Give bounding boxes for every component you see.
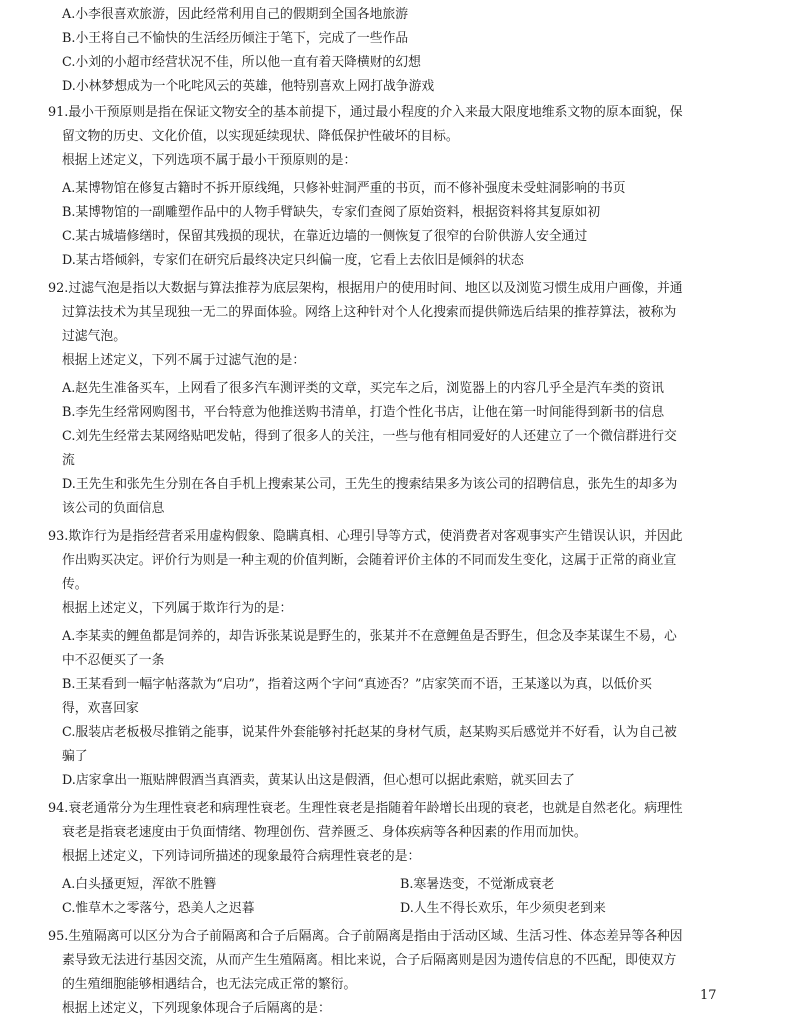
q92-option-c-line-2: 流 — [62, 453, 75, 468]
q92-option-a: A.赵先生准备买车，上网看了很多汽车测评类的文章，买完车之后，浏览器上的内容几乎全是汽车类的资讯 — [62, 381, 664, 396]
q92-option-b: B.李先生经常网购图书，平台特意为他推送购书清单，打造个性化书店，让他在第一时间能得到新书的信息 — [62, 405, 665, 420]
q91-option-d: D.某古塔倾斜，专家们在研究后最终决定只纠偏一度，它看上去依旧是倾斜的状态 — [62, 253, 524, 268]
q92-stem-line-2: 过算法技术为其呈现独一无二的界面体验。网络上这种针对个人化搜索而提供筛选后结果的推荐算法，被称为 — [62, 305, 677, 320]
q92-stem-line-1: 92.过滤气泡是指以大数据与算法推荐为底层架构，根据用户的使用时间、地区以及浏览习惯生成用户画像，并通 — [48, 281, 683, 296]
q91-option-b: B.某博物馆的一副雕塑作品中的人物手臂缺失，专家们查阅了原始资料，根据资料将其复原如初 — [62, 205, 601, 220]
q91-prompt: 根据上述定义，下列选项不属于最小干预原则的是： — [62, 153, 357, 168]
q93-prompt: 根据上述定义，下列属于欺诈行为的是： — [62, 601, 293, 616]
q93-option-a-line-1: A.李某卖的鲤鱼都是饲养的，却告诉张某说是野生的，张某并不在意鲤鱼是否野生，但念及李某谋生不易，心 — [62, 629, 677, 644]
q90-option-c: C.小刘的小超市经营状况不佳，所以他一直有着天降横财的幻想 — [62, 55, 421, 70]
q93-stem-line-1: 93.欺诈行为是指经营者采用虚构假象、隐瞒真相、心理引导等方式，使消费者对客观事实产生错误认识，并因此 — [48, 529, 683, 544]
q92-stem-line-3: 过滤气泡。 — [62, 329, 126, 344]
q93-option-b-line-1: B.王某看到一幅字帖落款为“启功”，指着这两个字问“真迹否？”店家笑而不语，王某遂以为真，以低价买 — [62, 677, 652, 692]
q94-option-a: A.白头搔更短，浑欲不胜簪 — [62, 877, 217, 892]
q93-option-c-line-1: C.服装店老板极尽推销之能事，说某件外套能够衬托赵某的身材气质，赵某购买后感觉并不好看，认为自己被 — [62, 725, 677, 740]
q93-stem-line-3: 传。 — [62, 577, 88, 592]
q94-stem-line-2: 衰老是指衰老速度由于负面情绪、物理创伤、营养匮乏、身体疾病等各种因素的作用而加快。 — [62, 825, 587, 840]
q91-option-a: A.某博物馆在修复古籍时不拆开原线绳，只修补蛀洞严重的书页，而不修补强度未受蛀洞影响的书页 — [62, 181, 626, 196]
q93-option-b-line-2: 得，欢喜回家 — [62, 701, 139, 716]
q95-prompt: 根据上述定义，下列现象体现合子后隔离的是： — [62, 1001, 331, 1016]
q94-prompt: 根据上述定义，下列诗词所描述的现象最符合病理性衰老的是： — [62, 849, 421, 864]
q91-option-c: C.某古城墙修缮时，保留其残损的现状，在靠近边墙的一侧恢复了很窄的台阶供游人安全通过 — [62, 229, 588, 244]
q92-option-c-line-1: C.刘先生经常去某网络贴吧发帖，得到了很多人的关注，一些与他有相同爱好的人还建立了一个微信群进行交 — [62, 429, 677, 444]
q94-option-c: C.惟草木之零落兮，恐美人之迟暮 — [62, 901, 255, 916]
q94-option-d: D.人生不得长欢乐，年少须臾老到来 — [400, 901, 606, 916]
q90-option-d: D.小林梦想成为一个叱咤风云的英雄，他特别喜欢上网打战争游戏 — [62, 79, 435, 94]
q95-stem-line-3: 的生殖细胞能够相遇结合，也无法完成正常的繁衍。 — [62, 977, 357, 992]
q93-option-d: D.店家拿出一瓶贴牌假酒当真酒卖，黄某认出这是假酒，但心想可以据此索赔，就买回去了 — [62, 773, 575, 788]
q91-stem-line-2: 留文物的历史、文化价值，以实现延续现状、降低保护性破坏的目标。 — [62, 129, 459, 144]
q93-stem-line-2: 作出购买决定。评价行为则是一种主观的价值判断，会随着评价主体的不同而发生变化，这属于正常的商业宣 — [62, 553, 677, 568]
q95-stem-line-2: 素导致无法进行基因交流，从而产生生殖隔离。相比来说，合子后隔离则是因为遗传信息的不匹配，即使双方 — [62, 953, 677, 968]
q90-option-b: B.小王将自己不愉快的生活经历倾注于笔下，完成了一些作品 — [62, 31, 409, 46]
q92-option-d-line-1: D.王先生和张先生分别在各自手机上搜索某公司，王先生的搜索结果多为该公司的招聘信息，张先生的却多为 — [62, 477, 678, 492]
q91-stem-line-1: 91.最小干预原则是指在保证文物安全的基本前提下，通过最小程度的介入来最大限度地维系文物的原本面貌，保 — [48, 105, 683, 120]
q90-option-a: A.小李很喜欢旅游，因此经常利用自己的假期到全国各地旅游 — [62, 7, 409, 22]
q93-option-c-line-2: 骗了 — [62, 749, 88, 764]
q93-option-a-line-2: 中不忍便买了一条 — [62, 653, 165, 668]
q94-option-b: B.寒暑迭变，不觉渐成衰老 — [400, 877, 555, 892]
q95-stem-line-1: 95.生殖隔离可以区分为合子前隔离和合子后隔离。合子前隔离是指由于活动区域、生活习性、体态差异等各种因 — [48, 929, 683, 944]
page-number: 17 — [700, 988, 717, 1003]
q94-stem-line-1: 94.衰老通常分为生理性衰老和病理性衰老。生理性衰老是指随着年龄增长出现的衰老，也就是自然老化。病理性 — [48, 801, 683, 816]
q92-prompt: 根据上述定义，下列不属于过滤气泡的是： — [62, 353, 306, 368]
q92-option-d-line-2: 该公司的负面信息 — [62, 501, 165, 516]
